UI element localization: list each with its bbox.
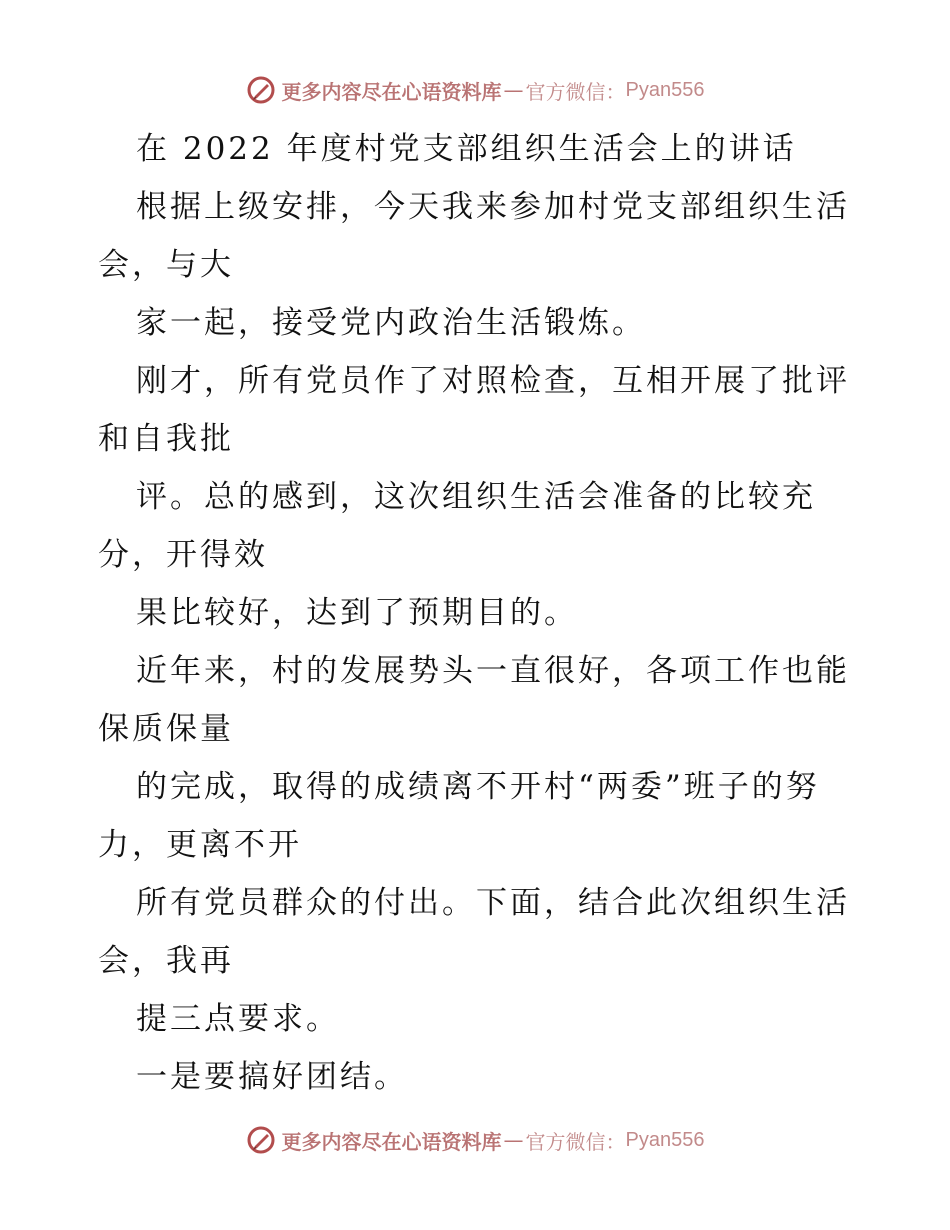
paragraph-line: 所有党员群众的付出。下面，结合此次组织生活 bbox=[136, 885, 850, 921]
paragraph-line: 分，开得效 bbox=[98, 537, 268, 573]
paragraph-line: 根据上级安排，今天我来参加村党支部组织生活 bbox=[136, 189, 850, 225]
pen-logo-icon bbox=[246, 1125, 276, 1155]
paragraph-line: 果比较好，达到了预期目的。 bbox=[136, 595, 578, 631]
watermark-wechat-label: 官方微信： bbox=[525, 1129, 626, 1154]
watermark-site-text: 更多内容尽在心语资料库 bbox=[281, 79, 502, 104]
paragraph-line: 提三点要求。 bbox=[136, 1001, 340, 1037]
paragraph-line: 的完成，取得的成绩离不开村“两委”班子的努 bbox=[136, 769, 820, 805]
paragraph-line: 会，与大 bbox=[98, 247, 234, 283]
watermark-footer bbox=[0, 1120, 950, 1160]
paragraph-line: 会，我再 bbox=[98, 943, 234, 979]
paragraph-line: 和自我批 bbox=[98, 421, 234, 457]
watermark-site-text: 更多内容尽在心语资料库 bbox=[281, 1129, 502, 1154]
paragraph-line: 一是要搞好团结。 bbox=[136, 1059, 408, 1095]
document-body bbox=[98, 120, 858, 1106]
watermark-dash: — bbox=[503, 78, 524, 102]
watermark-dash: — bbox=[503, 1128, 524, 1152]
paragraph-line: 评。总的感到，这次组织生活会准备的比较充 bbox=[136, 479, 816, 515]
paragraph-line: 保质保量 bbox=[98, 711, 234, 747]
watermark-wechat-id: Pyan556 bbox=[625, 1128, 705, 1151]
watermark-wechat-label: 官方微信： bbox=[525, 79, 626, 104]
paragraph-line: 家一起，接受党内政治生活锻炼。 bbox=[136, 305, 646, 341]
watermark-header bbox=[0, 70, 950, 110]
paragraph-line: 刚才，所有党员作了对照检查，互相开展了批评 bbox=[136, 363, 850, 399]
watermark-wechat-id: Pyan556 bbox=[625, 78, 705, 101]
document-title: 在 2022 年度村党支部组织生活会上的讲话 bbox=[136, 131, 797, 167]
paragraph-line: 力，更离不开 bbox=[98, 827, 302, 863]
pen-logo-icon bbox=[246, 75, 276, 105]
paragraph-line: 近年来，村的发展势头一直很好，各项工作也能 bbox=[136, 653, 850, 689]
